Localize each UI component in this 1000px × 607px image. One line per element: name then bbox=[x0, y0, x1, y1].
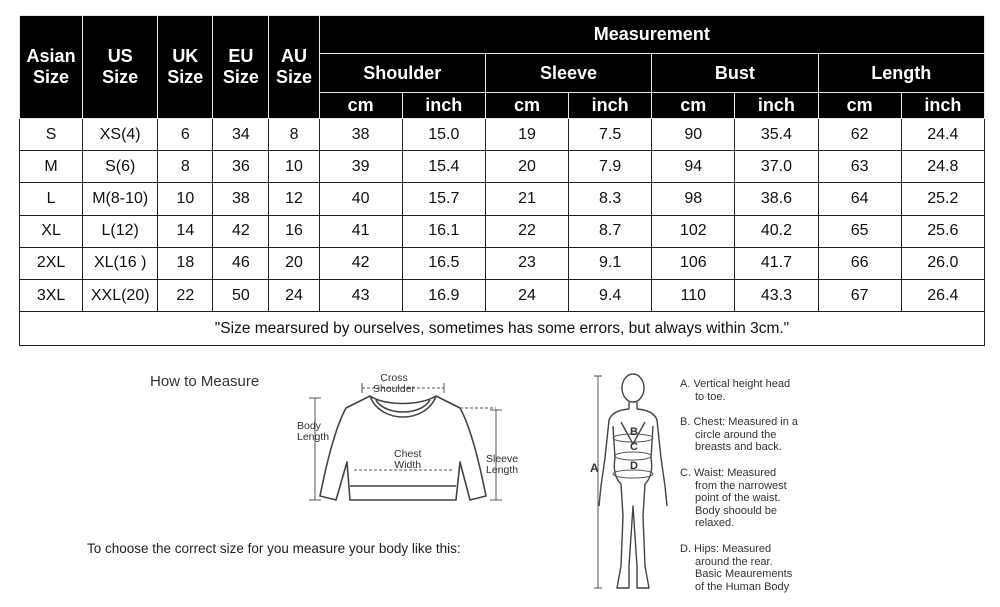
table-note: "Size mearsured by ourselves, sometimes has some errors, but always within 3cm." bbox=[20, 312, 985, 346]
header-sleeve: Sleeve bbox=[485, 54, 651, 93]
header-unit: inch bbox=[402, 93, 485, 119]
table-cell: 25.2 bbox=[901, 183, 984, 215]
table-cell: 35.4 bbox=[735, 119, 818, 151]
table-cell: 41 bbox=[319, 215, 402, 247]
cross-shoulder-label: Cross Shoulder bbox=[373, 372, 416, 395]
figure-letter-a: A bbox=[590, 461, 599, 475]
table-cell: 22 bbox=[158, 279, 213, 311]
table-cell: 98 bbox=[652, 183, 735, 215]
table-cell: 37.0 bbox=[735, 151, 818, 183]
table-cell: 9.1 bbox=[569, 247, 652, 279]
table-cell: 46 bbox=[213, 247, 269, 279]
size-table-body bbox=[20, 119, 985, 346]
table-cell: 14 bbox=[158, 215, 213, 247]
table-cell: 42 bbox=[319, 247, 402, 279]
legend-d: D. Hips: Measured around the rear. Basic Meaurements of the Human Body bbox=[680, 543, 793, 593]
table-cell: S bbox=[20, 119, 83, 151]
header-unit: inch bbox=[901, 93, 984, 119]
header-unit: inch bbox=[569, 93, 652, 119]
table-cell: 67 bbox=[818, 279, 901, 311]
header-uk-size: UK Size bbox=[158, 16, 213, 119]
table-cell: 43 bbox=[319, 279, 402, 311]
table-cell: 16.5 bbox=[402, 247, 485, 279]
table-row bbox=[20, 279, 985, 311]
table-cell: 40.2 bbox=[735, 215, 818, 247]
table-cell: 16.1 bbox=[402, 215, 485, 247]
header-unit: cm bbox=[652, 93, 735, 119]
table-cell: 16 bbox=[269, 215, 319, 247]
table-row bbox=[20, 151, 985, 183]
table-cell: 8.7 bbox=[569, 215, 652, 247]
table-cell: 3XL bbox=[20, 279, 83, 311]
table-cell: 24.8 bbox=[901, 151, 984, 183]
table-cell: 12 bbox=[269, 183, 319, 215]
table-cell: 38.6 bbox=[735, 183, 818, 215]
table-cell: 106 bbox=[652, 247, 735, 279]
table-cell: S(6) bbox=[83, 151, 158, 183]
table-cell: 26.0 bbox=[901, 247, 984, 279]
figure-letter-c: C bbox=[630, 441, 638, 453]
header-bust: Bust bbox=[652, 54, 818, 93]
table-cell: 20 bbox=[485, 151, 568, 183]
table-cell: 23 bbox=[485, 247, 568, 279]
table-cell: M(8-10) bbox=[83, 183, 158, 215]
table-cell: 90 bbox=[652, 119, 735, 151]
table-cell: 38 bbox=[213, 183, 269, 215]
table-cell: 25.6 bbox=[901, 215, 984, 247]
table-cell: 63 bbox=[818, 151, 901, 183]
header-unit: inch bbox=[735, 93, 818, 119]
table-cell: 102 bbox=[652, 215, 735, 247]
table-cell: 94 bbox=[652, 151, 735, 183]
table-cell: 21 bbox=[485, 183, 568, 215]
table-cell: 43.3 bbox=[735, 279, 818, 311]
table-cell: 7.5 bbox=[569, 119, 652, 151]
how-to-measure-section bbox=[0, 360, 1000, 607]
legend-b: B. Chest: Measured in a circle around the breasts and back. bbox=[680, 416, 799, 453]
table-cell: 110 bbox=[652, 279, 735, 311]
figure-letter-d: D bbox=[630, 460, 638, 472]
table-row bbox=[20, 215, 985, 247]
table-cell: XS(4) bbox=[83, 119, 158, 151]
table-cell: 34 bbox=[213, 119, 269, 151]
human-body-figure-icon bbox=[585, 366, 675, 598]
table-cell: 7.9 bbox=[569, 151, 652, 183]
header-asian-size: Asian Size bbox=[20, 16, 83, 119]
table-cell: 20 bbox=[269, 247, 319, 279]
table-cell: 24 bbox=[485, 279, 568, 311]
table-cell: 15.7 bbox=[402, 183, 485, 215]
table-cell: 40 bbox=[319, 183, 402, 215]
chest-width-label: Chest Width bbox=[394, 448, 422, 471]
table-cell: L(12) bbox=[83, 215, 158, 247]
table-cell: 16.9 bbox=[402, 279, 485, 311]
table-cell: 10 bbox=[269, 151, 319, 183]
table-cell: 9.4 bbox=[569, 279, 652, 311]
table-cell: 6 bbox=[158, 119, 213, 151]
legend-a: A. Vertical height head to toe. bbox=[680, 378, 791, 403]
table-cell: 26.4 bbox=[901, 279, 984, 311]
table-cell: 18 bbox=[158, 247, 213, 279]
header-measurement: Measurement bbox=[319, 16, 984, 54]
sleeve-length-label: Sleeve Length bbox=[486, 453, 519, 476]
header-length: Length bbox=[818, 54, 984, 93]
table-cell: 2XL bbox=[20, 247, 83, 279]
table-cell: XL(16 ) bbox=[83, 247, 158, 279]
table-cell: 38 bbox=[319, 119, 402, 151]
table-cell: 50 bbox=[213, 279, 269, 311]
header-eu-size: EU Size bbox=[213, 16, 269, 119]
table-cell: 42 bbox=[213, 215, 269, 247]
table-cell: 24.4 bbox=[901, 119, 984, 151]
table-cell: 62 bbox=[818, 119, 901, 151]
table-cell: 15.4 bbox=[402, 151, 485, 183]
table-row bbox=[20, 247, 985, 279]
table-cell: 15.0 bbox=[402, 119, 485, 151]
table-cell: 64 bbox=[818, 183, 901, 215]
figure-letter-b: B bbox=[630, 426, 638, 438]
table-cell: 24 bbox=[269, 279, 319, 311]
table-row bbox=[20, 119, 985, 151]
table-cell: 22 bbox=[485, 215, 568, 247]
header-us-size: US Size bbox=[83, 16, 158, 119]
table-cell: 66 bbox=[818, 247, 901, 279]
table-cell: XXL(20) bbox=[83, 279, 158, 311]
header-unit: cm bbox=[485, 93, 568, 119]
how-to-measure-title: How to Measure bbox=[150, 373, 260, 390]
table-cell: 41.7 bbox=[735, 247, 818, 279]
table-cell: 39 bbox=[319, 151, 402, 183]
table-cell: 10 bbox=[158, 183, 213, 215]
header-au-size: AU Size bbox=[269, 16, 319, 119]
size-chart-table bbox=[19, 15, 985, 346]
table-cell: 36 bbox=[213, 151, 269, 183]
header-unit: cm bbox=[319, 93, 402, 119]
table-cell: 19 bbox=[485, 119, 568, 151]
legend-c: C. Waist: Measured from the narrowest point of the waist. Body shoould be relaxed. bbox=[680, 467, 787, 529]
table-cell: M bbox=[20, 151, 83, 183]
table-cell: L bbox=[20, 183, 83, 215]
table-row bbox=[20, 183, 985, 215]
header-unit: cm bbox=[818, 93, 901, 119]
table-cell: 65 bbox=[818, 215, 901, 247]
table-cell: 8.3 bbox=[569, 183, 652, 215]
table-cell: 8 bbox=[269, 119, 319, 151]
header-shoulder: Shoulder bbox=[319, 54, 485, 93]
body-length-label: Body Length bbox=[297, 420, 330, 443]
choose-size-instruction: To choose the correct size for you measure your body like this: bbox=[87, 541, 461, 556]
table-cell: 8 bbox=[158, 151, 213, 183]
table-cell: XL bbox=[20, 215, 83, 247]
